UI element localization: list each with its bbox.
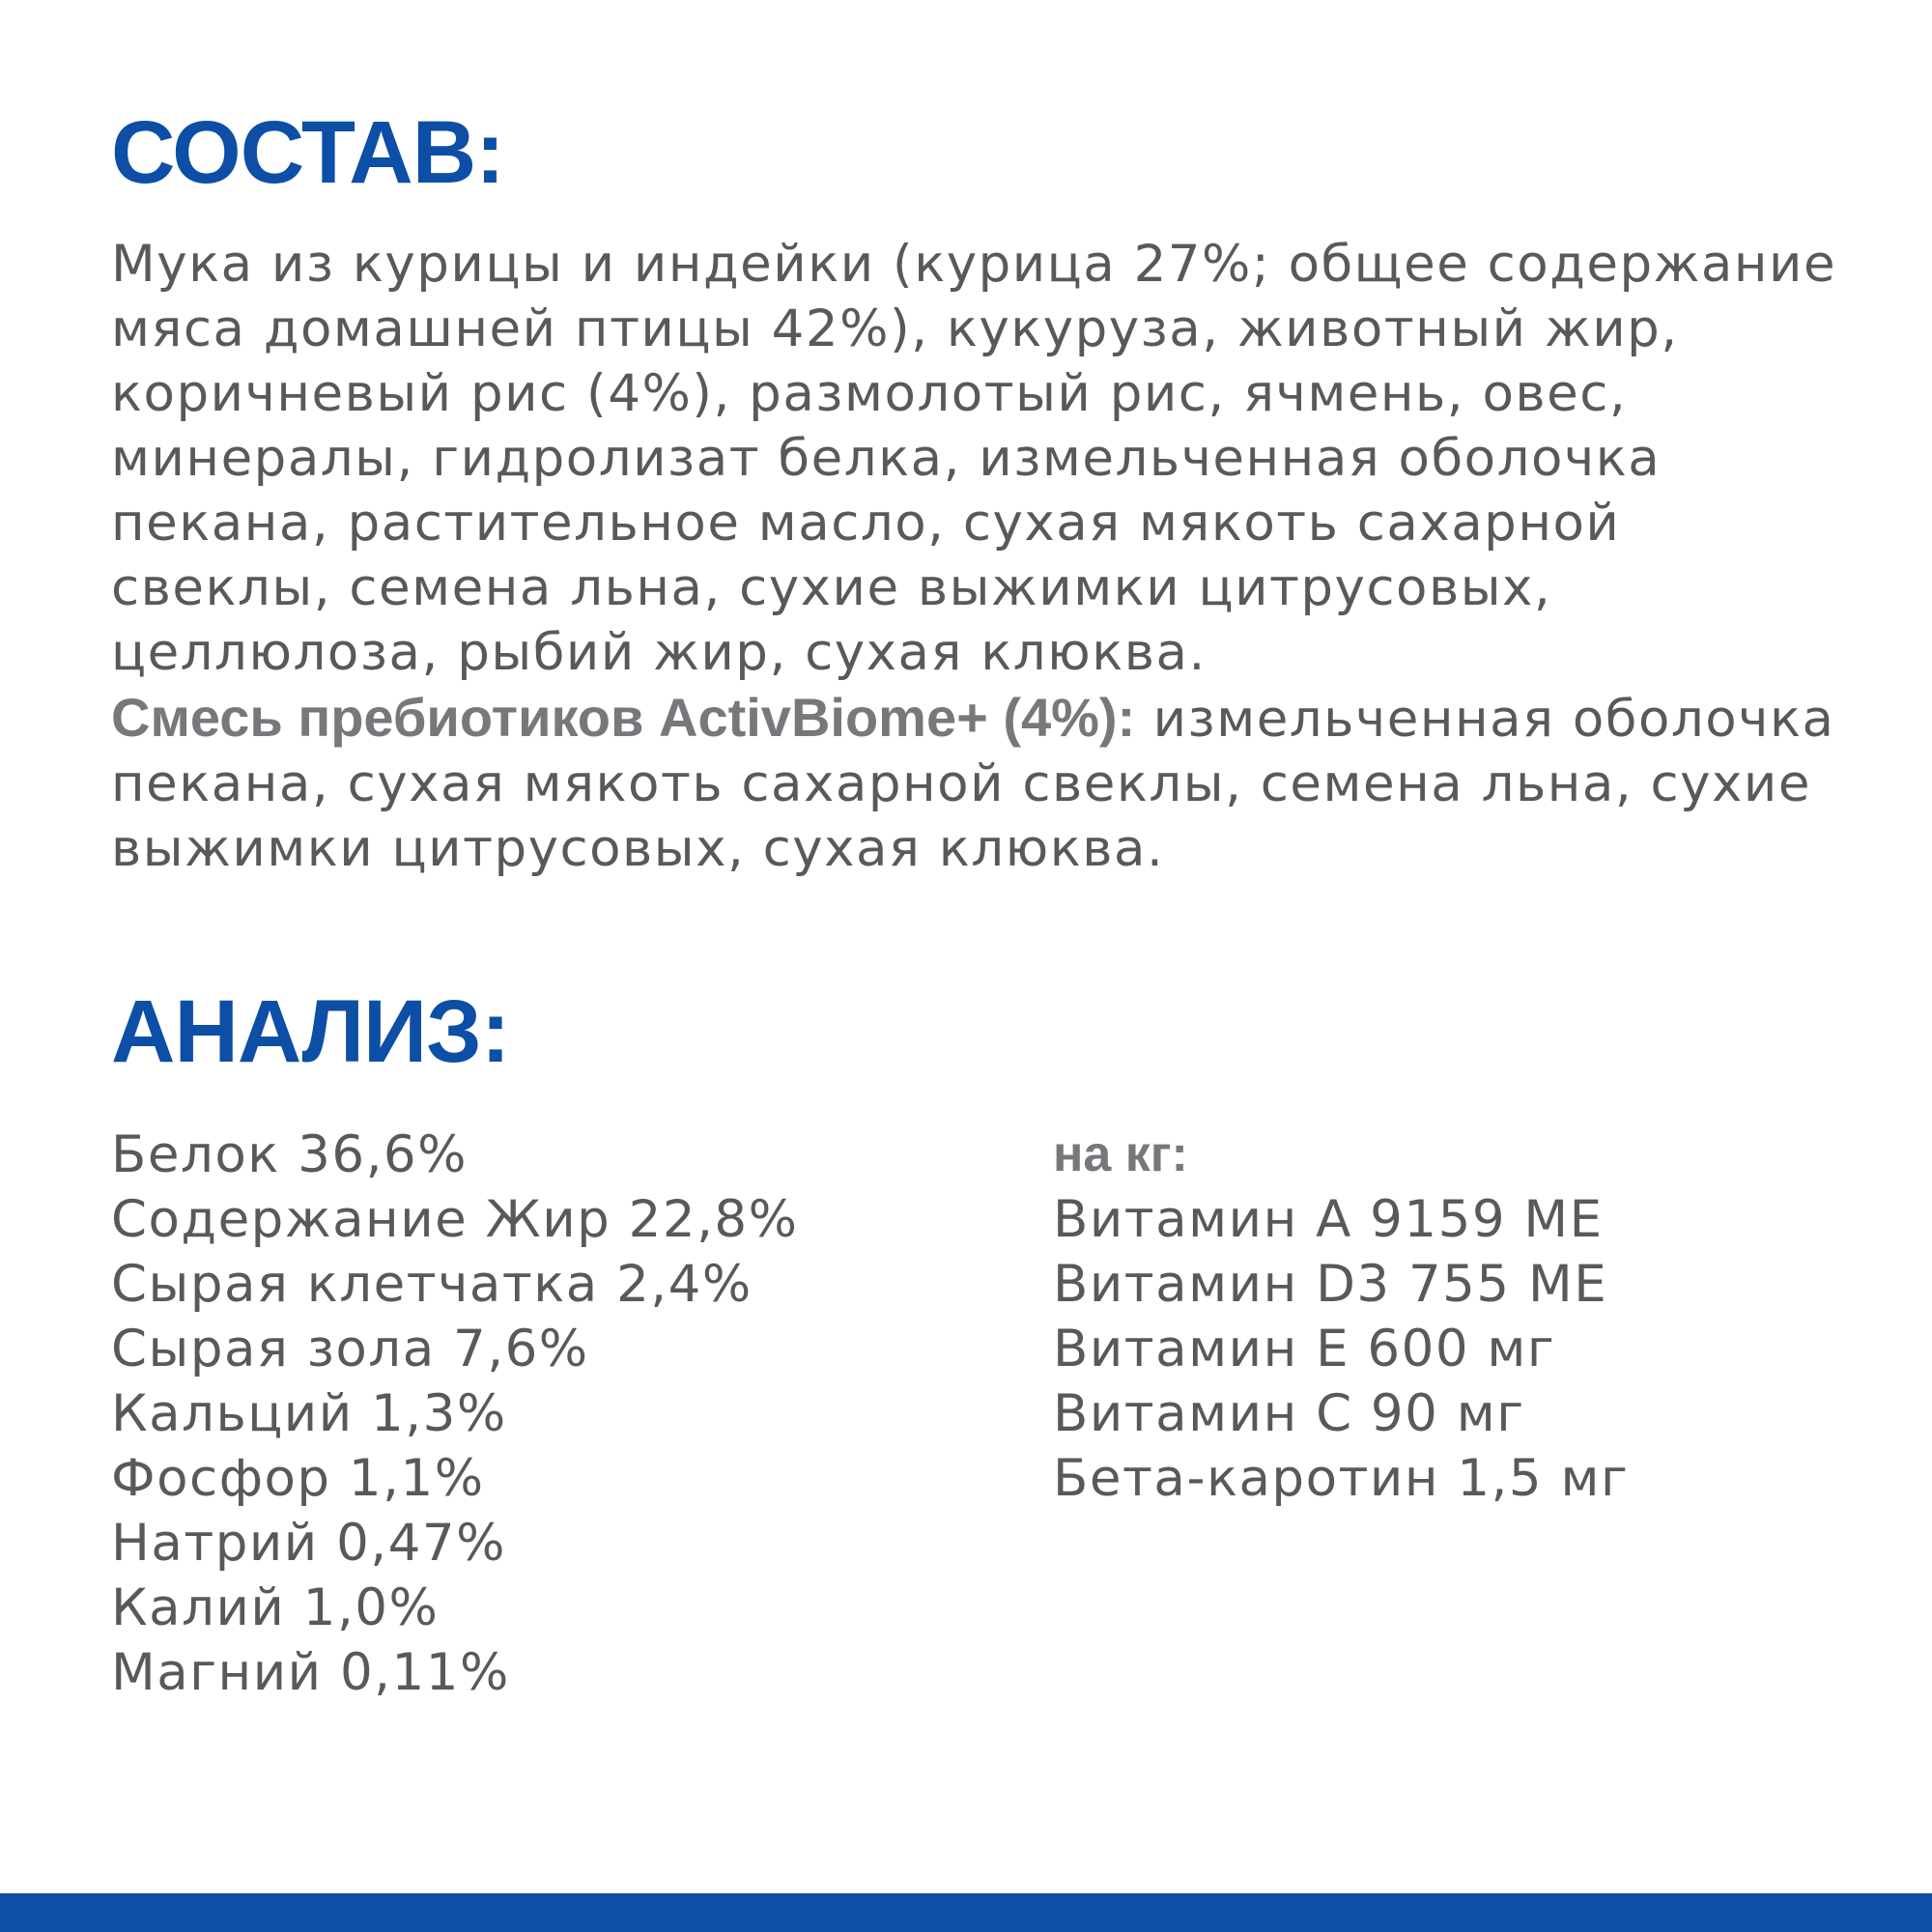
vitamin-item: Витамин А 9159 МЕ	[1053, 1190, 1604, 1249]
prebiotic-text: измельченная оболочка пекана, сухая мякоть сахарной свеклы, семена льна, сухие выжимки цитрусовых, сухая клюква.	[111, 690, 1835, 878]
analysis-nutrients-list	[111, 1122, 799, 1705]
prebiotic-paragraph	[111, 685, 1850, 881]
nutrient-item: Натрий 0,47%	[111, 1514, 506, 1573]
composition-title: СОСТАВ:	[111, 103, 504, 202]
vitamin-item: Бета-каротин 1,5 мг	[1053, 1449, 1630, 1508]
bottom-accent-bar	[0, 1893, 1932, 1932]
nutrient-item: Кальций 1,3%	[111, 1384, 507, 1443]
prebiotic-label: Смесь пребиотиков ActivBiome+ (4%):	[111, 687, 1136, 748]
vitamin-item: Витамин С 90 мг	[1053, 1384, 1525, 1443]
composition-block	[111, 232, 1850, 881]
per-kg-label: на кг:	[1053, 1126, 1188, 1182]
nutrient-item: Калий 1,0%	[111, 1578, 440, 1637]
vitamin-item: Витамин Е 600 мг	[1053, 1320, 1556, 1378]
nutrient-item: Сырая клетчатка 2,4%	[111, 1255, 753, 1314]
composition-text: Мука из курицы и индейки (курица 27%; общее содержание мяса домашней птицы 42%), кукуруза, животный жир, коричневый рис (4%), размолотый рис, ячмень, овес, минералы, гидролизат белка, измельченная оболочка пекана, растительное масло, сухая мякоть сахарной свеклы, семена льна, сухие выжимки цитрусовых, целлюлоза, рыбий жир, сухая клюква.	[111, 235, 1837, 682]
nutrient-item: Белок 36,6%	[111, 1125, 468, 1184]
nutrient-item: Содержание Жир 22,8%	[111, 1190, 799, 1249]
nutrient-item: Магний 0,11%	[111, 1643, 510, 1702]
analysis-vitamins-list	[1053, 1122, 1629, 1511]
nutrient-item: Фосфор 1,1%	[111, 1449, 485, 1508]
nutrient-item: Сырая зола 7,6%	[111, 1320, 589, 1378]
vitamin-item: Витамин D3 755 МЕ	[1053, 1255, 1608, 1314]
analysis-title: АНАЛИЗ:	[111, 982, 510, 1081]
